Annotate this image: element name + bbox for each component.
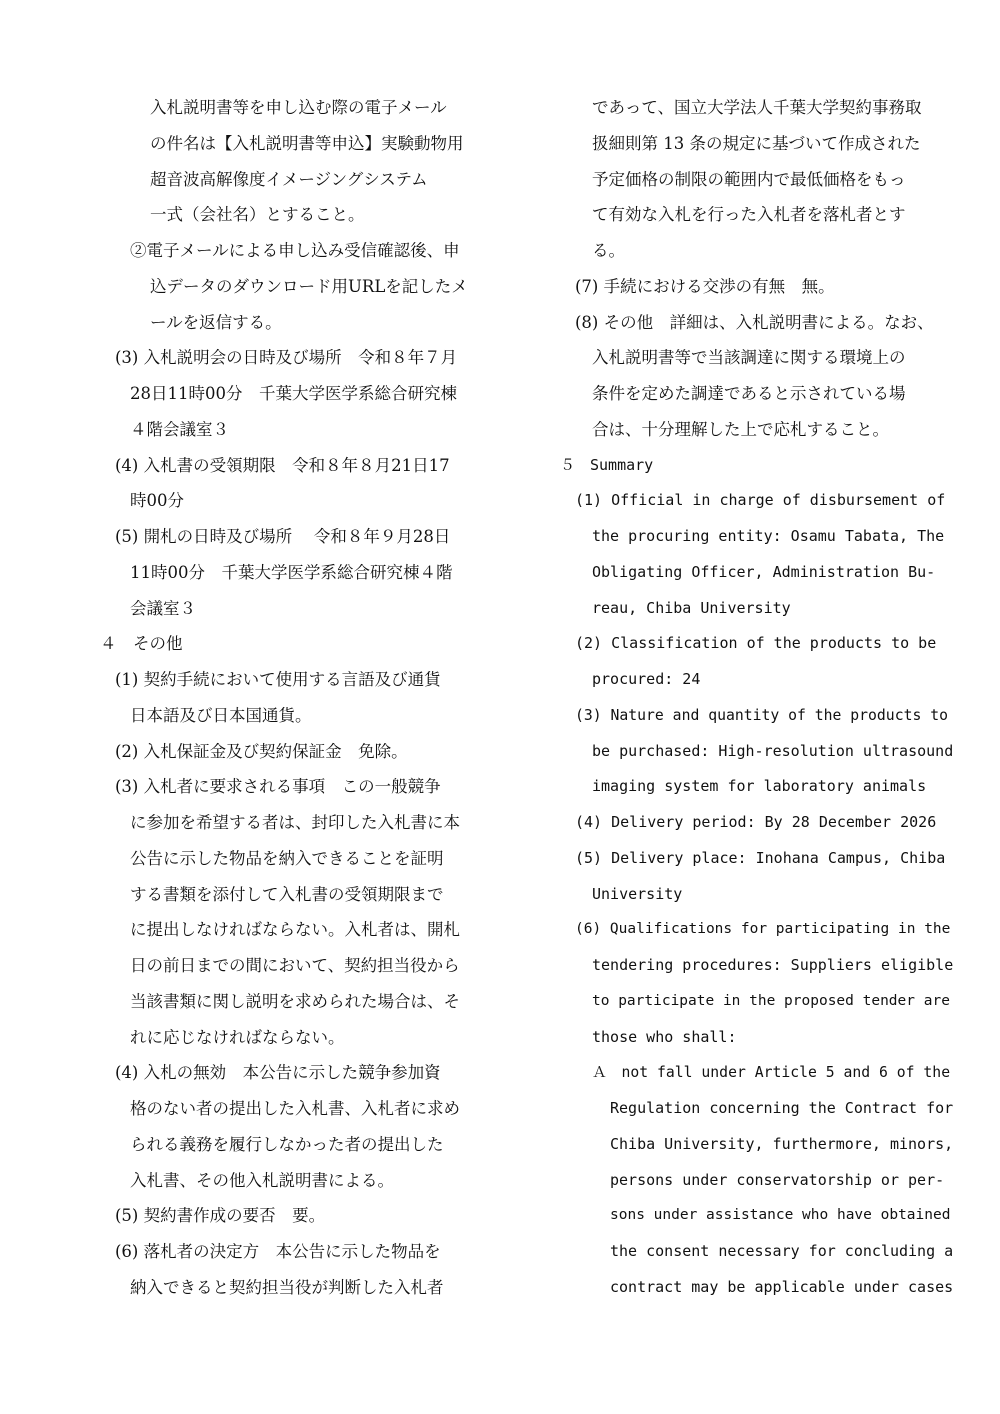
text-line: 納入できると契約担当役が判断した入札者 — [130, 1277, 444, 1297]
text-line: sons under assistance who have obtained — [610, 1207, 951, 1224]
text-line: persons under conservatorship or per- — [610, 1170, 945, 1189]
text-line: (2) 入札保証金及び契約保証金 免除。 — [115, 741, 408, 761]
text-line: reau, Chiba University — [592, 598, 791, 617]
text-line: to participate in the proposed tender are — [592, 992, 950, 1009]
text-line: contract may be applicable under cases — [610, 1277, 954, 1296]
text-line: University — [592, 884, 683, 903]
text-line: 会議室３ — [130, 598, 196, 618]
text-line: Chiba University, furthermore, minors, — [610, 1134, 954, 1153]
text-line: 合は、十分理解した上で応札すること。 — [592, 419, 889, 439]
text-line: の件名は【入札説明書等申込】実験動物用 — [150, 133, 464, 153]
text-line: (3) Nature and quantity of the products to — [575, 706, 948, 724]
text-line: に参加を希望する者は、封印した入札書に本 — [130, 813, 460, 832]
text-line: 扱細則第 13 条の規定に基づいて作成された — [592, 133, 921, 153]
text-line: 公告に示した物品を納入できることを証明 — [130, 848, 444, 868]
text-line: (3) 入札説明会の日時及び場所 令和８年７月 — [115, 348, 458, 368]
text-line: れに応じなければならない。 — [130, 1027, 345, 1047]
text-line: 予定価格の制限の範囲内で最低価格をもっ — [592, 169, 906, 189]
text-line: (2) Classification of the products to be — [575, 634, 937, 653]
text-line: 超音波高解像度イメージングシステム — [150, 169, 428, 189]
text-line: tendering procedures: Suppliers eligible — [592, 956, 954, 974]
text-line: Ａ not fall under Article 5 and 6 of the — [592, 1064, 951, 1082]
text-line: (6) 落札者の決定方 本公告に示した物品を — [115, 1242, 441, 1261]
text-line: 入札説明書等で当該調達に関する環境上の — [592, 348, 906, 368]
text-line: られる義務を履行しなかった者の提出した — [130, 1134, 444, 1154]
text-line: 当該書類に関し説明を求められた場合は、そ — [130, 991, 460, 1011]
text-line: 日の前日までの間において、契約担当役から — [130, 956, 460, 975]
text-line: Regulation concerning the Contract for — [610, 1099, 954, 1117]
right-column — [560, 90, 952, 1306]
text-line: 入札書、その他入札説明書による。 — [130, 1170, 394, 1190]
text-line: ４ その他 — [100, 634, 183, 654]
text-line: する書類を添付して入札書の受領期限まで — [130, 884, 444, 904]
text-line: (7) 手続における交渉の有無 無。 — [575, 276, 835, 296]
text-line: Obligating Officer, Administration Bu- — [592, 562, 936, 581]
text-line: に提出しなければならない。入札者は、開札 — [130, 920, 460, 940]
text-line: (5) 開札の日時及び場所 令和８年９月28日 — [115, 527, 451, 546]
text-line: 11時00分 千葉大学医学系総合研究棟４階 — [130, 562, 453, 582]
text-line: (5) 契約書作成の要否 要。 — [115, 1206, 326, 1226]
text-line: be purchased: High-resolution ultrasound — [592, 741, 954, 760]
text-line: (4) 入札書の受領期限 令和８年８月21日17 — [115, 455, 450, 475]
text-line: 一式（会社名）とすること。 — [150, 205, 365, 225]
text-line: ４階会議室３ — [130, 419, 229, 439]
text-line: the consent necessary for concluding a — [610, 1242, 954, 1260]
text-line: 格のない者の提出した入札書、入札者に求め — [130, 1099, 460, 1118]
text-line: procured: 24 — [592, 670, 701, 688]
text-line: (3) 入札者に要求される事項 この一般競争 — [115, 777, 441, 797]
text-line: (1) Official in charge of disbursement of — [575, 491, 946, 510]
text-line: であって、国立大学法人千葉大学契約事務取 — [592, 98, 922, 117]
text-line: (5) Delivery place: Inohana Campus, Chiba — [575, 848, 946, 867]
text-line: imaging system for laboratory animals — [592, 777, 927, 796]
text-line: 入札説明書等を申し込む際の電子メール — [150, 98, 447, 117]
text-line: (4) Delivery period: By 28 December 2026 — [575, 813, 937, 831]
text-line: 28日11時00分 千葉大学医学系総合研究棟 — [130, 384, 457, 403]
text-line: ②電子メールによる申し込み受信確認後、申 — [130, 241, 460, 260]
text-line: 込データのダウンロード用URLを記したメ — [150, 276, 468, 296]
text-line: 日本語及び日本国通貨。 — [130, 705, 312, 725]
text-line: (8) その他 詳細は、入札説明書による。なお、 — [575, 312, 934, 332]
text-line: (1) 契約手続において使用する言語及び通貨 — [115, 670, 441, 689]
text-line: て有効な入札を行った入札者を落札者とす — [592, 205, 906, 225]
text-line: ５ Summary — [560, 455, 654, 474]
text-line: ールを返信する。 — [150, 312, 282, 332]
text-line: (4) 入札の無効 本公告に示した競争参加資 — [115, 1063, 441, 1083]
text-line: 時00分 — [130, 491, 184, 511]
text-line: る。 — [592, 241, 625, 260]
text-line: (6) Qualifications for participating in the — [575, 921, 951, 938]
text-line: the procuring entity: Osamu Tabata, The — [592, 527, 945, 545]
text-line: 条件を定めた調達であると示されている場 — [592, 384, 906, 403]
left-column — [100, 90, 495, 1306]
text-line: those who shall: — [592, 1027, 737, 1046]
